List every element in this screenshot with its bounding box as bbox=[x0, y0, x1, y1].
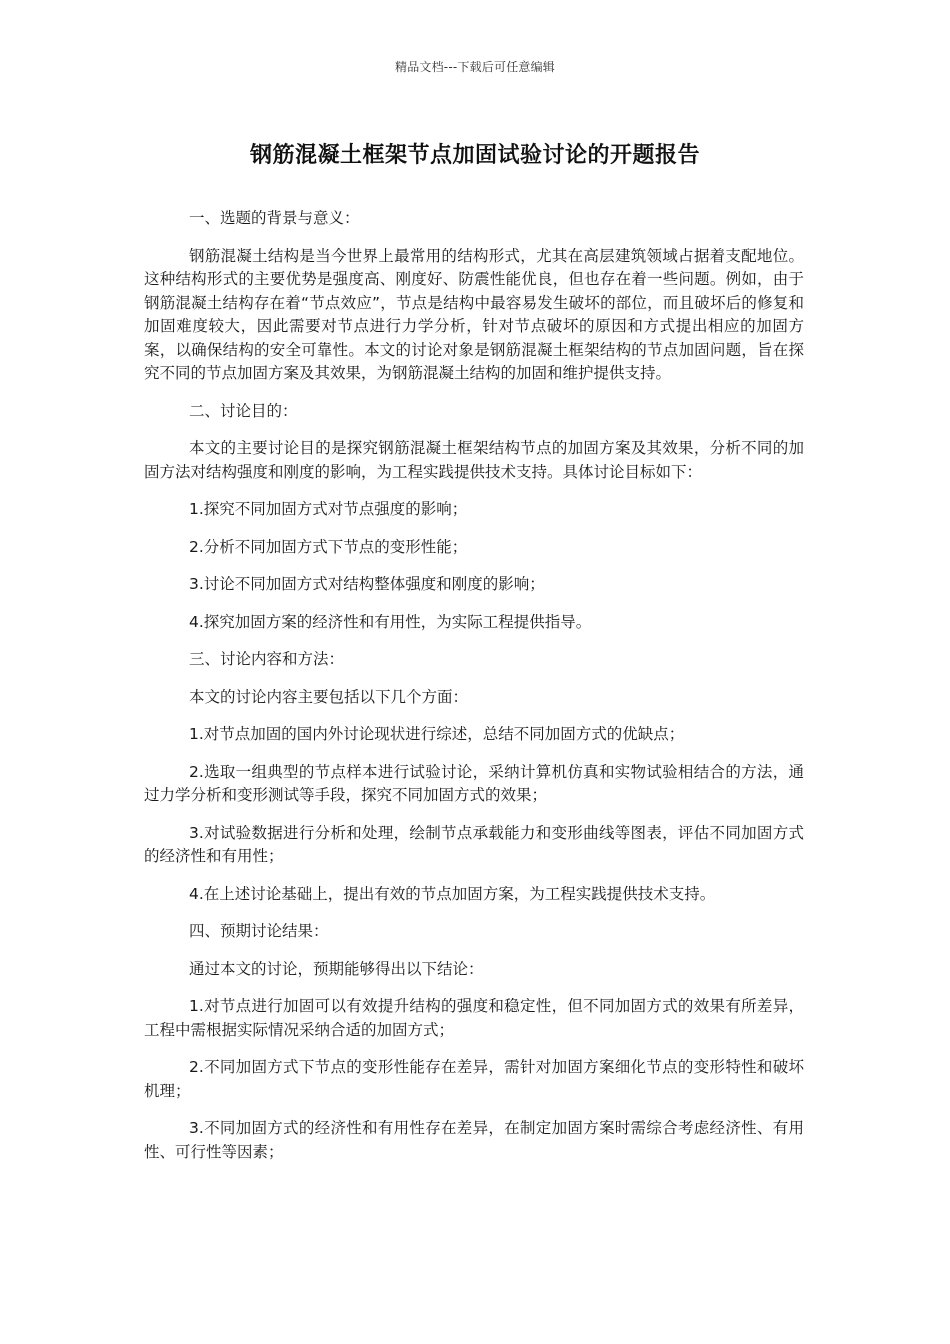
objective-item-4: 4.探究加固方案的经济性和有用性，为实际工程提供指导。 bbox=[189, 612, 592, 631]
section-heading-objectives: 二、讨论目的： bbox=[189, 401, 298, 420]
document-title: 钢筋混凝土框架节点加固试验讨论的开题报告 bbox=[249, 143, 700, 168]
paragraph-objectives: 本文的主要讨论目的是探究钢筋混凝土框架结构节点的加固方案及其效果，分析不同的加固方法对结构强度和刚度的影响，为工程实践提供技术支持。具体讨论目标如下： bbox=[144, 439, 804, 481]
content-item-3: 3.对试验数据进行分析和处理，绘制节点承载能力和变形曲线等图表，评估不同加固方式的经济性和有用性； bbox=[144, 823, 804, 865]
section-heading-background: 一、选题的背景与意义： bbox=[189, 209, 360, 227]
content-item-4: 4.在上述讨论基础上，提出有效的节点加固方案，为工程实践提供技术支持。 bbox=[189, 884, 716, 903]
paragraph-expected-intro: 通过本文的讨论，预期能够得出以下结论： bbox=[189, 959, 484, 978]
objective-item-1: 1.探究不同加固方式对节点强度的影响； bbox=[189, 500, 468, 518]
section-heading-content-methods: 三、讨论内容和方法： bbox=[189, 650, 345, 668]
section-heading-expected-results: 四、预期讨论结果： bbox=[189, 922, 329, 940]
result-item-1: 1.对节点进行加固可以有效提升结构的强度和稳定性，但不同加固方式的效果有所差异，工程中需根据实际情况采纳合适的加固方式； bbox=[144, 997, 804, 1039]
document-body bbox=[144, 207, 804, 1178]
paragraph-background: 钢筋混凝土结构是当今世界上最常用的结构形式，尤其在高层建筑领域占据着支配地位。这种结构形式的主要优势是强度高、刚度好、防震性能优良，但也存在着一些问题。例如，由于钢筋混凝土结构存在着“节点效应”，节点是结构中最容易发生破坏的部位，而且破坏后的修复和加固难度较大，因此需要对节点进行力学分析，针对节点破坏的原因和方式提出相应的加固方案，以确保结构的安全可靠性。本文的讨论对象是钢筋混凝土框架结构的节点加固问题，旨在探究不同的节点加固方案及其效果，为钢筋混凝土结构的加固和维护提供支持。 bbox=[144, 246, 804, 382]
content-item-1: 1.对节点加固的国内外讨论现状进行综述，总结不同加固方式的优缺点； bbox=[189, 725, 685, 743]
page-header-watermark: 精品文档---下载后可任意编辑 bbox=[395, 60, 555, 74]
result-item-3: 3.不同加固方式的经济性和有用性存在差异，在制定加固方案时需综合考虑经济性、有用性、可行性等因素； bbox=[144, 1119, 804, 1161]
objective-item-2: 2.分析不同加固方式下节点的变形性能； bbox=[189, 537, 468, 556]
result-item-2: 2.不同加固方式下节点的变形性能存在差异，需针对加固方案细化节点的变形特性和破坏机理； bbox=[144, 1058, 804, 1100]
objective-item-3: 3.讨论不同加固方式对结构整体强度和刚度的影响； bbox=[189, 575, 545, 593]
content-item-2: 2.选取一组典型的节点样本进行试验讨论，采纳计算机仿真和实物试验相结合的方法，通过力学分析和变形测试等手段，探究不同加固方式的效果； bbox=[144, 762, 804, 804]
paragraph-content-intro: 本文的讨论内容主要包括以下几个方面： bbox=[189, 687, 469, 706]
